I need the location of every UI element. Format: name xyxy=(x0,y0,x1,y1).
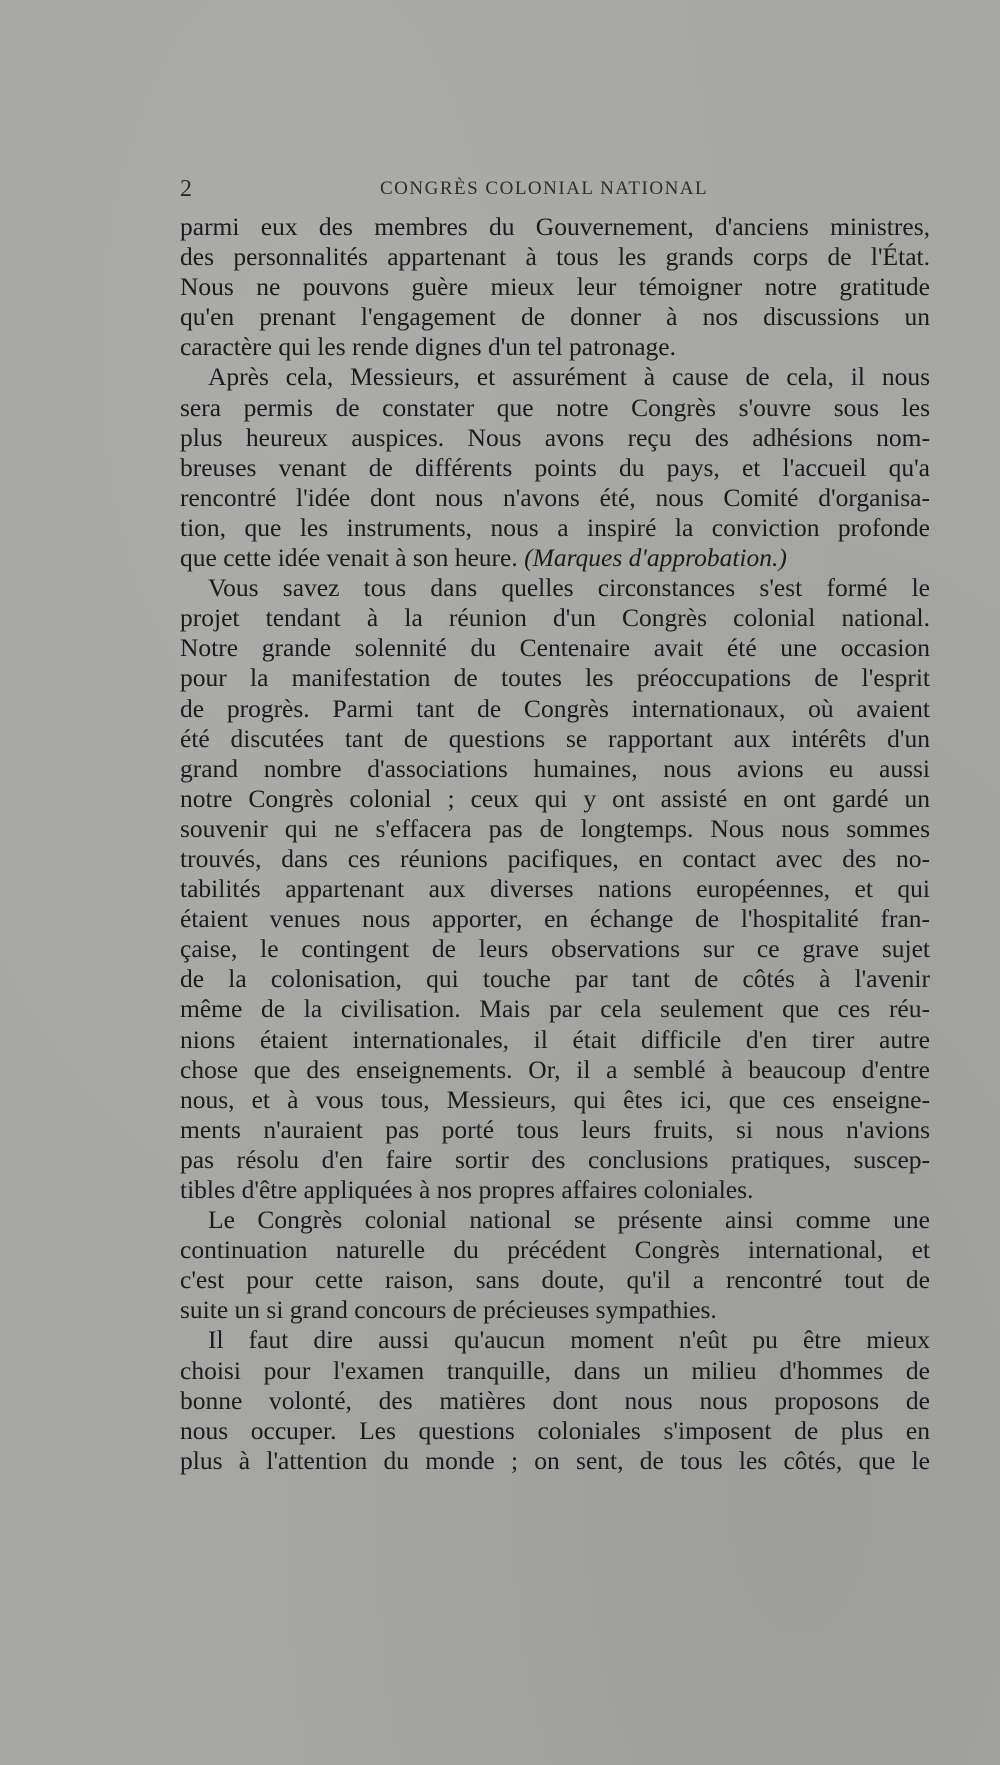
text-line: parmi eux des membres du Gouvernement, d'anciens ministres, xyxy=(180,212,930,241)
paragraph xyxy=(180,573,930,1205)
paragraph xyxy=(180,1205,930,1325)
applause-note: (Marques d'approbation.) xyxy=(524,543,787,573)
text-line: Il faut dire aussi qu'aucun moment n'eût pu être mieux xyxy=(208,1325,930,1355)
text-line: projet tendant à la réunion d'un Congrès colonial national. xyxy=(180,603,930,633)
line-text: que cette idée venait à son heure. xyxy=(180,543,518,573)
text-line: pas résolu d'en faire sortir des conclusions pratiques, suscep- xyxy=(180,1144,930,1174)
running-head xyxy=(180,176,930,204)
text-line: grand nombre d'associations humaines, nous avions eu aussi xyxy=(180,753,930,783)
text-line: çaise, le contingent de leurs observations sur ce grave sujet xyxy=(180,934,930,964)
text-line: des personnalités appartenant à tous les grands corps de l'État. xyxy=(180,242,930,272)
text-line: breuses venant de différents points du pays, et l'accueil qu'a xyxy=(180,452,930,482)
text-line: plus heureux auspices. Nous avons reçu des adhésions nom- xyxy=(180,422,930,452)
text-line: nous occuper. Les questions coloniales s'imposent de plus en xyxy=(180,1415,930,1445)
paragraph xyxy=(180,212,930,362)
text-line: tibles d'être appliquées à nos propres affaires coloniales. xyxy=(180,1175,754,1204)
text-line: étaient venues nous apporter, en échange de l'hospitalité fran- xyxy=(180,904,930,934)
text-line: pour la manifestation de toutes les préoccupations de l'esprit xyxy=(180,663,930,693)
text-line: caractère qui les rende dignes d'un tel patronage. xyxy=(180,332,676,362)
text-line: Notre grande solennité du Centenaire avait été une occasion xyxy=(180,633,930,663)
text-line: trouvés, dans ces réunions pacifiques, en contact avec des no- xyxy=(180,843,930,873)
text-line: sera permis de constater que notre Congrès s'ouvre sous les xyxy=(180,392,930,422)
text-line: rencontré l'idée dont nous n'avons été, nous Comité d'organisa- xyxy=(180,482,930,512)
text-line: même de la civilisation. Mais par cela seulement que ces réu- xyxy=(180,994,930,1024)
text-line: notre Congrès colonial ; ceux qui y ont assisté en ont gardé un xyxy=(180,783,930,813)
running-title: CONGRÈS COLONIAL NATIONAL xyxy=(380,178,709,199)
paragraph xyxy=(180,362,930,573)
text-line: continuation naturelle du précédent Congrès international, et xyxy=(180,1235,930,1265)
text-line: été discutées tant de questions se rapportant aux intérêts d'un xyxy=(180,723,930,753)
text-line: nous, et à vous tous, Messieurs, qui êtes ici, que ces enseigne- xyxy=(180,1084,930,1114)
text-line: qu'en prenant l'engagement de donner à nos discussions un xyxy=(180,302,930,332)
text-line: chose que des enseignements. Or, il a semblé à beaucoup d'entre xyxy=(180,1054,930,1084)
text-line: de progrès. Parmi tant de Congrès internationaux, où avaient xyxy=(180,693,930,723)
text-line: nions étaient internationales, il était difficile d'en tirer autre xyxy=(180,1024,930,1054)
text-line: choisi pour l'examen tranquille, dans un milieu d'hommes de xyxy=(180,1355,930,1385)
text-line: tion, que les instruments, nous a inspiré la conviction profonde xyxy=(180,512,930,542)
text-line: c'est pour cette raison, sans doute, qu'il a rencontré tout de xyxy=(180,1265,930,1295)
text-line: souvenir qui ne s'effacera pas de longtemps. Nous nous sommes xyxy=(180,813,930,843)
text-line: plus à l'attention du monde ; on sent, de tous les côtés, que le xyxy=(180,1445,930,1475)
text-line: Le Congrès colonial national se présente ainsi comme une xyxy=(208,1205,930,1235)
text-line: suite un si grand concours de précieuses sympathies. xyxy=(180,1295,717,1325)
page-number: 2 xyxy=(180,176,192,202)
text-line: Vous savez tous dans quelles circonstances s'est formé le xyxy=(208,573,930,603)
text-line: bonne volonté, des matières dont nous nous proposons de xyxy=(180,1385,930,1415)
text-line: Après cela, Messieurs, et assurément à cause de cela, il nous xyxy=(208,362,930,392)
text-line: Nous ne pouvons guère mieux leur témoigner notre gratitude xyxy=(180,272,930,302)
text-line: tabilités appartenant aux diverses nations européennes, et qui xyxy=(180,874,930,904)
text-line: de la colonisation, qui touche par tant de côtés à l'avenir xyxy=(180,964,930,994)
body-text xyxy=(180,212,930,1476)
text-line: ments n'auraient pas porté tous leurs fruits, si nous n'avions xyxy=(180,1114,930,1144)
text-line xyxy=(180,543,930,573)
paragraph xyxy=(180,1325,930,1475)
